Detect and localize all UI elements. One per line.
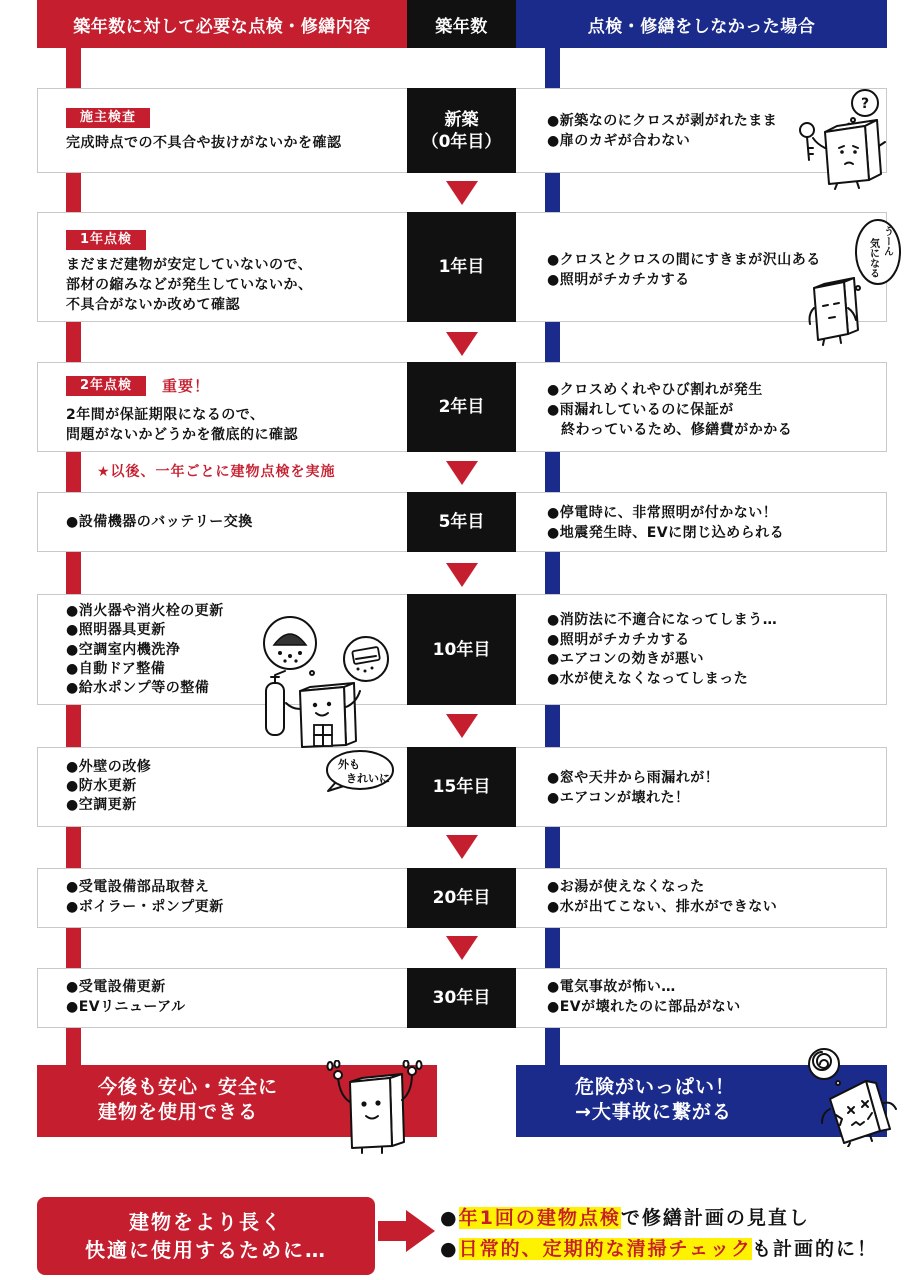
bubble-text: 外も: [338, 758, 360, 771]
callout-line: 快適に使用するために…: [85, 1238, 327, 1262]
longevity-callout-box: [37, 1197, 375, 1275]
down-arrow: [446, 181, 478, 205]
description-line: ●防水更新: [66, 778, 137, 794]
clean-exterior-bubble: [322, 748, 396, 794]
puzzled-building-illustration: [802, 216, 904, 346]
bubble-text: うーん: [881, 226, 893, 256]
inspection-description: [66, 512, 253, 532]
age-label: 5年目: [438, 512, 485, 532]
consequence-line: ●扉のカギが合わない: [547, 133, 691, 149]
description-line: 完成時点での不具合や抜けがないかを確認: [66, 135, 342, 151]
maintenance-building-illustration: [252, 613, 392, 748]
age-label: 20年目: [432, 888, 491, 908]
consequence-line: ●電気事故が怖い…: [547, 979, 676, 995]
age-label: 10年目: [432, 639, 491, 660]
consequence-line: ●消防法に不適合になってしまう…: [547, 612, 778, 628]
header-required-work: 築年数に対して必要な点検・修繕内容: [37, 0, 407, 48]
consequence-list: [547, 503, 784, 543]
building-age-cell: [407, 594, 516, 705]
consequence-list: [547, 768, 719, 808]
bubble-text: 気になる: [867, 238, 879, 278]
annual-inspection-note: ★以後、一年ごとに建物点検を実施: [97, 464, 336, 480]
building-age-cell: [407, 362, 516, 452]
description-line: ●空調更新: [66, 797, 137, 813]
outcome-line: 建物を使用できる: [98, 1101, 259, 1123]
broken-building-illustration: [806, 1043, 902, 1147]
bubble-text: きれいに: [346, 772, 390, 785]
consequence-line: ●照明がチカチカする: [547, 631, 690, 648]
question-mark: ?: [860, 96, 870, 112]
confused-building-illustration: [795, 86, 890, 190]
description-line: ●外壁の改修: [66, 759, 152, 775]
important-label: 重要！: [162, 377, 211, 395]
description-line: 2年間が保証期限になるので、: [66, 407, 265, 423]
consequence-line: ●雨漏れしているのに保証が: [547, 402, 734, 418]
age-label: 2年目: [438, 397, 485, 417]
outcome-line: →大事故に繋がる: [575, 1101, 732, 1123]
key-icon: [800, 123, 814, 137]
highlighted-text: 年1回の建物点検: [458, 1207, 621, 1229]
down-arrow: [446, 714, 478, 738]
building-age-cell: [407, 968, 516, 1028]
recommendation-item: [440, 1203, 878, 1234]
inspection-tag: 2年点検: [66, 376, 146, 396]
description-line: 部材の縮みなどが発生していないか、: [66, 277, 313, 293]
down-arrow: [446, 332, 478, 356]
age-label: 1年目: [438, 257, 485, 277]
building-age-cell: [407, 747, 516, 827]
consequence-line: ●停電時に、非常照明が付かない！: [547, 505, 778, 521]
description-line: ●給水ポンプ等の整備: [66, 680, 210, 697]
recommendation-text: も計画的に！: [752, 1238, 879, 1260]
inspection-description: [66, 133, 342, 153]
right-arrow-icon: [376, 1208, 438, 1254]
age-label: 新築: [444, 109, 479, 130]
recommendation-item: [440, 1234, 878, 1265]
description-line: ●ボイラー・ポンプ更新: [66, 898, 224, 915]
consequence-list: [547, 878, 777, 917]
consequence-list: [547, 978, 741, 1017]
consequence-list: [547, 111, 777, 151]
description-line: ●設備機器のバッテリー交換: [66, 514, 253, 530]
inspection-description: [66, 602, 224, 698]
description-line: 不具合がないか改めて確認: [66, 297, 240, 313]
consequence-line: ●新築なのにクロスが剥がれたまま: [547, 113, 778, 129]
recommendation-text: で修繕計画の見直し: [620, 1207, 810, 1229]
inspection-description: [66, 255, 313, 315]
outcome-line: 危険がいっぱい！: [575, 1076, 736, 1098]
description-line: ●自動ドア整備: [66, 660, 166, 677]
inspection-description: [66, 405, 298, 445]
consequence-line: ●EVが壊れたのに部品がない: [547, 998, 741, 1015]
description-line: まだまだ建物が安定していないので、: [66, 257, 313, 273]
description-line: ●受電設備部品取替え: [66, 879, 210, 895]
description-line: 問題がないかどうかを徹底的に確認: [66, 427, 298, 443]
consequence-line: ●クロスめくれやひび割れが発生: [547, 382, 763, 398]
bad-outcome-text: [575, 1075, 735, 1125]
good-outcome-text: [98, 1075, 278, 1125]
consequence-line: ●お湯が使えなくなった: [547, 879, 705, 895]
consequence-list: [547, 611, 777, 689]
building-age-cell: [407, 212, 516, 322]
age-label: （0年目）: [421, 131, 502, 152]
age-label: 30年目: [432, 988, 491, 1008]
outcome-line: 今後も安心・安全に: [98, 1076, 279, 1098]
down-arrow: [446, 835, 478, 859]
inspection-description: [66, 758, 151, 815]
description-line: ●空調室内機洗浄: [66, 641, 181, 658]
consequence-line: ●照明がチカチカする: [547, 272, 690, 288]
down-arrow: [446, 461, 478, 485]
building-age-cell: [407, 868, 516, 928]
header-building-age: 築年数: [407, 0, 516, 48]
inspection-description: [66, 878, 224, 917]
description-line: ●受電設備更新: [66, 979, 166, 995]
fire-extinguisher-icon: [266, 683, 284, 735]
bullet: ●: [440, 1238, 459, 1260]
bullet: ●: [440, 1207, 459, 1229]
description-line: ●照明器具更新: [66, 622, 166, 639]
consequence-list: [547, 250, 821, 290]
consequence-list: [547, 380, 792, 440]
header-if-neglected: 点検・修繕をしなかった場合: [516, 0, 887, 48]
age-label: 15年目: [432, 777, 491, 797]
consequence-line: ●エアコンが壊れた！: [547, 790, 690, 806]
consequence-line: ●水が使えなくなってしまった: [547, 670, 749, 687]
highlighted-text: 日常的、定期的な清掃チェック: [458, 1238, 753, 1260]
consequence-line: ●水が出てこない、排水ができない: [547, 898, 778, 915]
building-age-cell: [407, 88, 516, 173]
description-line: ●EVリニューアル: [66, 998, 186, 1015]
description-line: ●消火器や消火栓の更新: [66, 603, 224, 619]
happy-building-illustration: [326, 1060, 426, 1154]
consequence-line: ●クロスとクロスの間にすきまが沢山ある: [547, 252, 821, 268]
recommendation-list: [440, 1203, 878, 1265]
building-age-cell: [407, 492, 516, 552]
callout-line: 建物をより長く: [129, 1210, 283, 1234]
consequence-line: ●地震発生時、EVに閉じ込められる: [547, 525, 785, 541]
inspection-tag: 施主検査: [66, 108, 150, 128]
consequence-line: ●窓や天井から雨漏れが！: [547, 770, 720, 786]
consequence-line: ●エアコンの効きが悪い: [547, 651, 705, 668]
down-arrow: [446, 563, 478, 587]
down-arrow: [446, 936, 478, 960]
inspection-tag: 1年点検: [66, 230, 146, 250]
consequence-line: 終わっているため、修繕費がかかる: [561, 422, 793, 438]
inspection-description: [66, 978, 186, 1017]
